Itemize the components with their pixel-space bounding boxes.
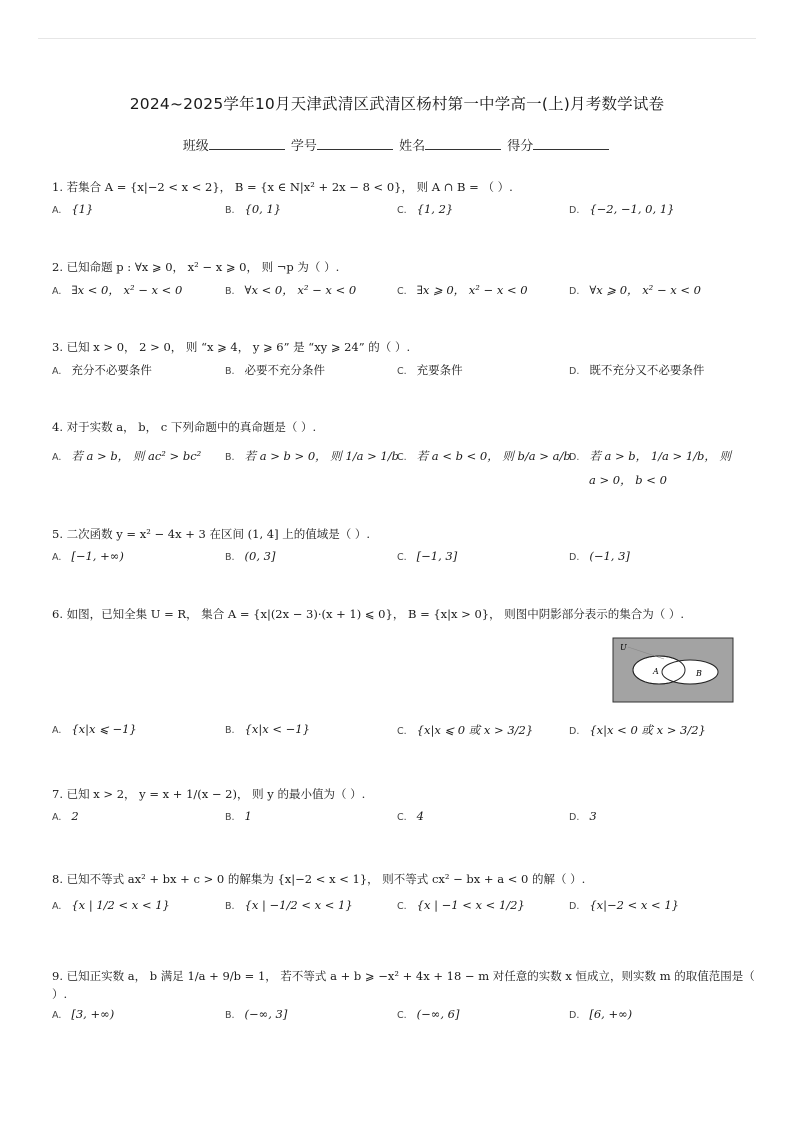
option-d[interactable]: D. {−2, −1, 0, 1} xyxy=(569,202,675,216)
question-9 xyxy=(52,967,764,1029)
option-a[interactable]: A. {x|x ⩽ −1} xyxy=(52,722,137,736)
option-d[interactable]: D. [6, +∞) xyxy=(569,1007,633,1021)
option-a[interactable]: A. 充分不必要条件 xyxy=(52,363,152,377)
option-c[interactable]: C. 4 xyxy=(397,809,424,823)
student-id-blank[interactable] xyxy=(317,137,393,150)
option-d[interactable]: D. (−1, 3] xyxy=(569,549,630,563)
option-a[interactable]: A. 若 a > b， 则 ac² > bc² xyxy=(52,449,202,463)
question-1 xyxy=(52,178,764,224)
options-row xyxy=(52,282,764,304)
question-stem: 4. 对于实数 a， b， c 下列命题中的真命题是（ ）. xyxy=(52,420,317,434)
options-row xyxy=(52,202,764,224)
question-3 xyxy=(52,338,764,384)
option-d[interactable]: D. 若 a > b， 1/a > 1/b， 则 a > 0， b < 0 xyxy=(569,449,732,487)
question-stem: 3. 已知 x > 0， 2 > 0， 则 “x ⩾ 4， y ⩾ 6” 是 “xy ⩾ 24” 的（ ）. xyxy=(52,340,411,354)
option-c[interactable]: C. (−∞, 6] xyxy=(397,1007,460,1021)
student-info-line xyxy=(0,135,794,154)
question-stem-continued: ）. xyxy=(52,987,68,1001)
options-row xyxy=(52,894,764,922)
option-b[interactable]: B. 若 a > b > 0， 则 1/a > 1/b xyxy=(225,449,399,463)
options-row xyxy=(52,809,764,831)
question-stem: 1. 若集合 A = {x|−2 < x < 2}， B = {x ∈ N|x² + 2x − 8 < 0}， 则 A ∩ B = （ ）. xyxy=(52,180,513,194)
option-c[interactable]: C. [−1, 3] xyxy=(397,549,458,563)
option-b[interactable]: B. 1 xyxy=(225,809,252,823)
options-row xyxy=(52,442,764,486)
question-stem: 6. 如图，已知全集 U = R， 集合 A = {x|(2x − 3)·(x + 1) ⩽ 0}， B = {x|x > 0}， 则图中阴影部分表示的集合为（ ）. xyxy=(52,607,685,621)
venn-label-a: A xyxy=(653,667,659,676)
venn-set-b xyxy=(662,660,718,684)
class-blank[interactable] xyxy=(209,137,285,150)
option-d[interactable]: D. ∀x ⩾ 0， x² − x < 0 xyxy=(569,283,701,297)
question-5 xyxy=(52,525,764,571)
option-c[interactable]: C. {x|x ⩽ 0 或 x > 3/2} xyxy=(397,723,534,737)
exam-title: 2024~2025学年10月天津武清区武清区杨村第一中学高一(上)月考数学试卷 xyxy=(129,95,665,113)
class-label: 班级 xyxy=(182,139,209,154)
option-c[interactable]: C. {x | −1 < x < 1/2} xyxy=(397,898,525,912)
option-c[interactable]: C. {1, 2} xyxy=(397,202,454,216)
name-blank[interactable] xyxy=(425,137,501,150)
option-b[interactable]: B. {x|x < −1} xyxy=(225,722,310,736)
option-b[interactable]: B. ∀x < 0， x² − x < 0 xyxy=(225,283,357,297)
option-d[interactable]: D. 既不充分又不必要条件 xyxy=(569,363,705,377)
option-a[interactable]: A. [3, +∞) xyxy=(52,1007,115,1021)
option-a[interactable]: A. 2 xyxy=(52,809,79,823)
option-b[interactable]: B. 必要不充分条件 xyxy=(225,363,326,377)
student-id-label: 学号 xyxy=(290,139,317,154)
question-stem: 7. 已知 x > 2， y = x + 1/(x − 2)， 则 y 的最小值为（ ）. xyxy=(52,787,366,801)
venn-label-u: U xyxy=(620,643,627,652)
options-row xyxy=(52,549,764,571)
options-row xyxy=(52,1007,764,1029)
question-4 xyxy=(52,418,764,486)
question-stem: 8. 已知不等式 ax² + bx + c > 0 的解集为 {x|−2 < x < 1}， 则不等式 cx² − bx + a < 0 的解（ ）. xyxy=(52,872,586,886)
header-rule xyxy=(38,38,756,39)
question-8 xyxy=(52,870,764,922)
question-2 xyxy=(52,258,764,304)
option-d[interactable]: D. 3 xyxy=(569,809,597,823)
question-6 xyxy=(52,605,764,623)
option-c[interactable]: C. 充要条件 xyxy=(397,363,463,377)
question-stem: 2. 已知命题 p : ∀x ⩾ 0， x² − x ⩾ 0， 则 ¬p 为（ ）. xyxy=(52,260,340,274)
option-b[interactable]: B. (−∞, 3] xyxy=(225,1007,288,1021)
venn-label-b: B xyxy=(696,669,702,678)
option-b[interactable]: B. {x | −1/2 < x < 1} xyxy=(225,898,353,912)
option-d[interactable]: D. {x|−2 < x < 1} xyxy=(569,898,679,912)
question-stem: 5. 二次函数 y = x² − 4x + 3 在区间 (1, 4] 上的值域是（ ）. xyxy=(52,527,371,541)
option-b[interactable]: B. (0, 3] xyxy=(225,549,276,563)
options-row xyxy=(52,362,764,384)
question-stem: 9. 已知正实数 a， b 满足 1/a + 9/b = 1， 若不等式 a + b ⩾ −x² + 4x + 18 − m 对任意的实数 x 恒成立，则实数 m 的取值范围是（ xyxy=(52,969,755,983)
option-c[interactable]: C. ∃x ⩾ 0， x² − x < 0 xyxy=(397,283,528,297)
options-row xyxy=(52,722,764,744)
option-a[interactable]: A. [−1, +∞) xyxy=(52,549,124,563)
option-a[interactable]: A. {x | 1/2 < x < 1} xyxy=(52,898,170,912)
score-label: 得分 xyxy=(507,139,534,154)
option-a[interactable]: A. {1} xyxy=(52,202,94,216)
option-d[interactable]: D. {x|x < 0 或 x > 3/2} xyxy=(569,723,706,737)
venn-diagram xyxy=(612,637,734,703)
question-7 xyxy=(52,785,764,831)
question-6-options xyxy=(52,716,764,744)
name-label: 姓名 xyxy=(399,139,426,154)
option-c[interactable]: C. 若 a < b < 0， 则 b/a > a/b xyxy=(397,449,571,463)
score-blank[interactable] xyxy=(533,137,609,150)
option-b[interactable]: B. {0, 1} xyxy=(225,202,282,216)
option-a[interactable]: A. ∃x < 0， x² − x < 0 xyxy=(52,283,183,297)
